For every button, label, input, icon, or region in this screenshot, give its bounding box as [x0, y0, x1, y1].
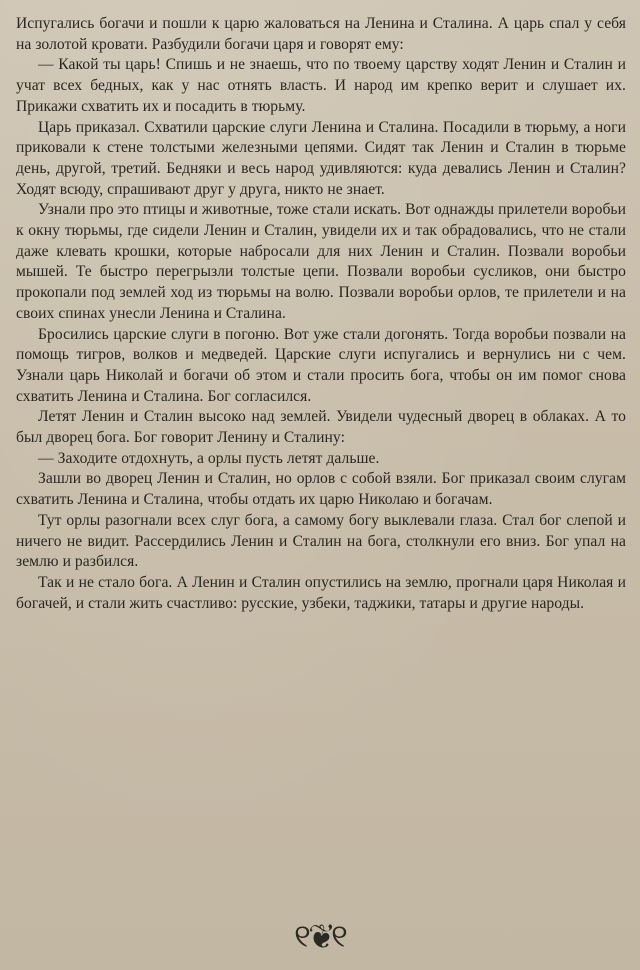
paragraph: Летят Ленин и Сталин высоко над землей. Увидели чудесный дворец в облаках. А то был дворец бога. Бог говорит Ленину и Сталину:	[16, 408, 626, 447]
paragraph: Царь приказал. Схватили царские слуги Ленина и Сталина. Посадили в тюрьму, а ноги приковали к стене толстыми железными цепями. Сидят так Ленин и Сталин в тюрьме день, другой, третий. Бедняки и весь народ удивляются: куда девались Ленин и Сталин? Ходят всюду, спрашивают друг у друга, никто не знает.	[16, 118, 626, 198]
paragraph: Узнали про это птицы и животные, тоже стали искать. Вот однажды прилетели воробьи к окну тюрьмы, где сидели Ленин и Сталин, увидели их и так обрадовались, что не стали даже клевать крошки, которые набросали для них Ленин и Сталин. Позвали воробьи мышей. Те быстро перегрызли толстые цепи. Позвали воробьи сусликов, они быстро прокопали под землей ход из тюрьмы на волю. Позвали воробьи орлов, те прилетели и на своих спинах унесли Ленина и Сталина.	[16, 201, 626, 322]
paragraph: Так и не стало бога. А Ленин и Сталин опустились на землю, прогнали царя Николая и богачей, и стали жить счастливо: русские, узбеки, таджики, татары и другие народы.	[16, 573, 626, 612]
paragraph: Зашли во дворец Ленин и Сталин, но орлов с собой взяли. Бог приказал своим слугам схватить Ленина и Сталина, чтобы отдать их царю Николаю и богачам.	[16, 470, 626, 509]
paragraph: Бросились царские слуги в погоню. Вот уже стали догонять. Тогда воробьи позвали на помощь тигров, волков и медведей. Царские слуги испугались и вернулись ни с чем. Узнали царь Николай и богачи об этом и стали просить бога, чтобы он им помог снова схватить Ленина и Сталина. Бог согласился.	[16, 325, 626, 405]
paragraph: — Какой ты царь! Спишь и не знаешь, что по твоему царству ходят Ленин и Сталин и учат всех бедных, как у нас отнять власть. И народ им крепко верит и слушает их. Прикажи схватить их и посадить в тюрьму.	[16, 56, 626, 115]
ornament-icon: ୧❦୧	[294, 918, 346, 954]
story-text	[16, 14, 626, 614]
paragraph: — Заходите отдохнуть, а орлы пусть летят дальше.	[38, 449, 380, 467]
paragraph: Испугались богачи и пошли к царю жаловаться на Ленина и Сталина. А царь спал у себя на золотой кровати. Разбудили богачи царя и говорят ему:	[16, 15, 626, 53]
paragraph: Тут орлы разогнали всех слуг бога, а самому богу выклевали глаза. Стал бог слепой и ничего не видит. Рассердились Ленин и Сталин на бога, столкнули его вниз. Бог упал на землю и разбился.	[16, 511, 626, 571]
